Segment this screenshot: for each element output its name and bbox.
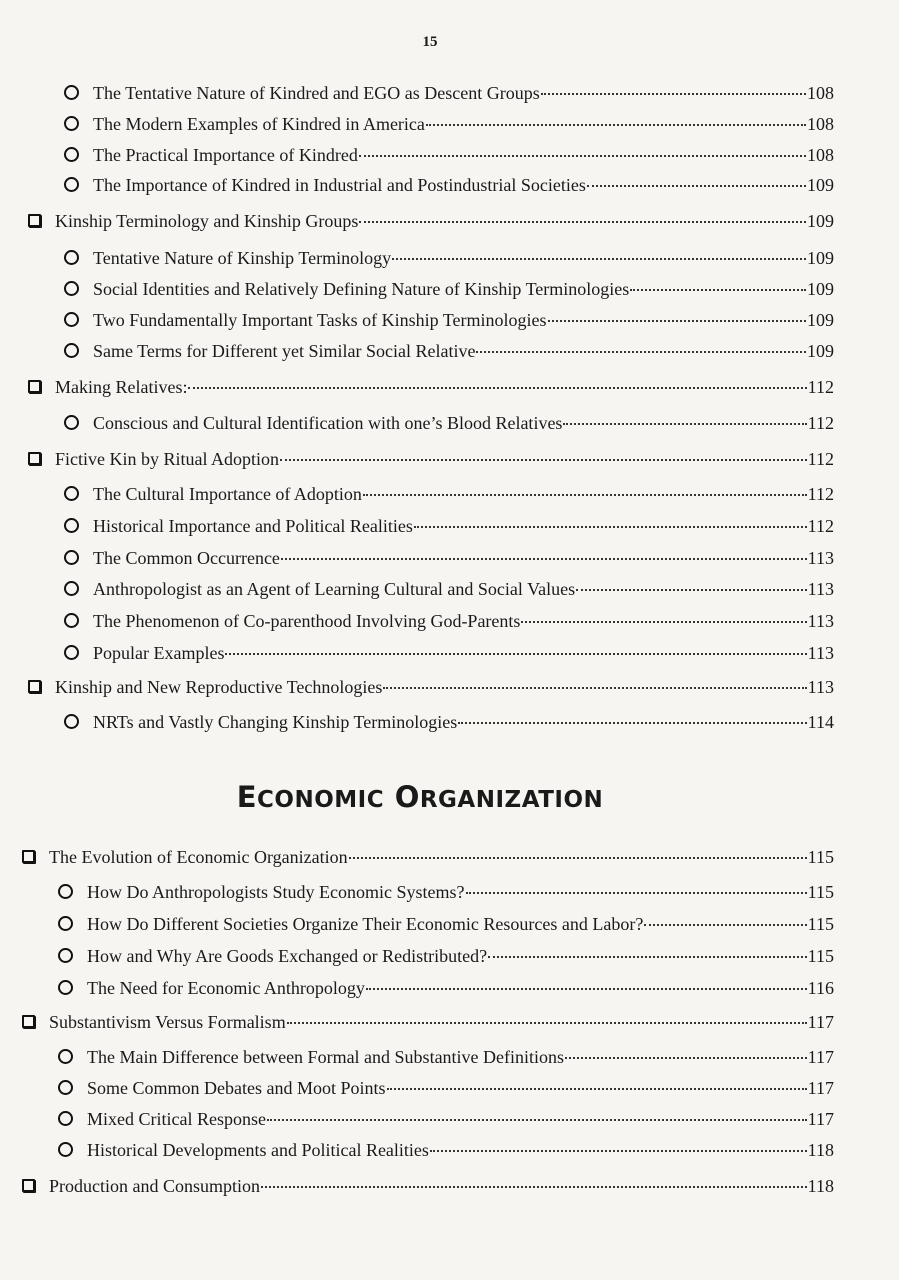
dot-leader <box>359 155 806 157</box>
dot-leader <box>359 221 806 223</box>
dot-leader <box>644 924 806 926</box>
toc-entry <box>64 547 834 569</box>
toc-entry-page: 109 <box>807 175 834 195</box>
square-bullet-icon <box>22 1179 35 1192</box>
toc-entry <box>58 945 834 967</box>
toc-entry-title: The Cultural Importance of Adoption <box>93 484 362 504</box>
square-bullet-icon <box>28 214 41 227</box>
toc-entry-page: 112 <box>807 449 834 469</box>
toc-entry-title: Making Relatives: <box>55 377 188 397</box>
toc-entry <box>64 174 834 196</box>
circle-bullet-icon <box>64 645 79 660</box>
toc-entry-page: 117 <box>807 1078 834 1098</box>
toc-entry-page: 108 <box>807 114 834 134</box>
toc-entry-page: 118 <box>807 1140 834 1160</box>
dot-leader <box>414 526 807 528</box>
dot-leader <box>267 1119 807 1121</box>
toc-entry-title: The Need for Economic Anthropology <box>87 978 365 998</box>
dot-leader <box>476 351 806 353</box>
toc-entry <box>64 578 834 600</box>
toc-entry-title: The Modern Examples of Kindred in America <box>93 114 425 134</box>
dot-leader <box>383 687 806 689</box>
toc-entry-title: Mixed Critical Response <box>87 1109 266 1129</box>
toc-entry-page: 109 <box>807 310 834 330</box>
toc-entry-title: NRTs and Vastly Changing Kinship Terminologies <box>93 712 458 732</box>
toc-entry <box>58 1139 834 1161</box>
toc-entry-page: 109 <box>807 248 834 268</box>
dot-leader <box>458 722 806 724</box>
toc-entry-title: Fictive Kin by Ritual Adoption <box>55 449 279 469</box>
circle-bullet-icon <box>58 1142 73 1157</box>
circle-bullet-icon <box>64 116 79 131</box>
toc-entry <box>64 247 834 269</box>
dot-leader <box>287 1022 807 1024</box>
toc-entry-page: 109 <box>807 211 834 231</box>
toc-entry <box>64 278 834 300</box>
toc-entry-title: How Do Anthropologists Study Economic Systems? <box>87 882 465 902</box>
toc-entry-page: 115 <box>807 946 834 966</box>
toc-entry <box>22 1175 834 1197</box>
dot-leader <box>521 621 806 623</box>
toc-entry-page: 113 <box>807 579 834 599</box>
toc-entry <box>64 515 834 537</box>
toc-entry-page: 116 <box>807 978 834 998</box>
toc-entry-title: The Main Difference between Formal and Substantive Definitions <box>87 1047 565 1067</box>
toc-entry-page: 118 <box>807 1176 834 1196</box>
toc-entry-title: Substantivism Versus Formalism <box>49 1012 286 1032</box>
toc-entry-title: The Phenomenon of Co-parenthood Involving God-Parents <box>93 611 521 631</box>
circle-bullet-icon <box>58 1080 73 1095</box>
toc-entry-page: 117 <box>807 1109 834 1129</box>
toc-entry-title: Historical Developments and Political Realities <box>87 1140 429 1160</box>
toc-entry-page: 112 <box>807 484 834 504</box>
toc-entry <box>22 1011 834 1033</box>
circle-bullet-icon <box>64 250 79 265</box>
toc-entry <box>58 1108 834 1130</box>
toc-entry-title: The Evolution of Economic Organization <box>49 847 348 867</box>
page-number: 15 <box>422 34 438 50</box>
toc-entry-page: 109 <box>807 341 834 361</box>
toc-entry-title: How Do Different Societies Organize Their Economic Resources and Labor? <box>87 914 644 934</box>
dot-leader <box>548 320 806 322</box>
dot-leader <box>488 956 807 958</box>
circle-bullet-icon <box>64 613 79 628</box>
circle-bullet-icon <box>64 281 79 296</box>
toc-entry <box>64 412 834 434</box>
circle-bullet-icon <box>58 884 73 899</box>
toc-entry <box>58 1046 834 1068</box>
toc-entry-page: 114 <box>807 712 834 732</box>
circle-bullet-icon <box>64 550 79 565</box>
toc-entry-title: Historical Importance and Political Realities <box>93 516 413 536</box>
toc-entry-title: The Practical Importance of Kindred <box>93 145 358 165</box>
dot-leader <box>225 653 806 655</box>
dot-leader <box>281 558 807 560</box>
circle-bullet-icon <box>58 948 73 963</box>
toc-entry-page: 117 <box>807 1047 834 1067</box>
toc-entry <box>58 881 834 903</box>
square-bullet-icon <box>22 1015 35 1028</box>
dot-leader <box>576 589 807 591</box>
dot-leader <box>630 289 806 291</box>
toc-entry-title: How and Why Are Goods Exchanged or Redistributed? <box>87 946 488 966</box>
circle-bullet-icon <box>58 916 73 931</box>
circle-bullet-icon <box>64 518 79 533</box>
dot-leader <box>188 387 806 389</box>
circle-bullet-icon <box>58 980 73 995</box>
toc-entry-title: The Importance of Kindred in Industrial and Postindustrial Societies <box>93 175 586 195</box>
square-bullet-icon <box>28 680 41 693</box>
dot-leader <box>565 1057 807 1059</box>
toc-entry-title: Anthropologist as an Agent of Learning Cultural and Social Values <box>93 579 576 599</box>
toc-entry <box>64 144 834 166</box>
toc-entry-title: Production and Consumption <box>49 1176 260 1196</box>
toc-entry-page: 115 <box>807 847 834 867</box>
toc-entry-title: Popular Examples <box>93 643 225 663</box>
dot-leader <box>280 459 807 461</box>
circle-bullet-icon <box>64 714 79 729</box>
square-bullet-icon <box>22 850 35 863</box>
section-heading <box>0 780 840 814</box>
toc-entry <box>58 1077 834 1099</box>
toc-entry-page: 115 <box>807 914 834 934</box>
toc-entry-title: The Common Occurrence <box>93 548 280 568</box>
toc-entry-page: 112 <box>807 516 834 536</box>
toc-entry-title: Same Terms for Different yet Similar Social Relative <box>93 341 476 361</box>
toc-entry-page: 108 <box>807 83 834 103</box>
toc-entry-title: Kinship and New Reproductive Technologies <box>55 677 383 697</box>
circle-bullet-icon <box>64 486 79 501</box>
dot-leader <box>392 258 806 260</box>
circle-bullet-icon <box>64 343 79 358</box>
toc-entry-title: Kinship Terminology and Kinship Groups <box>55 211 359 231</box>
toc-entry <box>64 340 834 362</box>
toc-entry <box>28 448 834 470</box>
toc-entry <box>28 210 834 232</box>
toc-entry-title: Some Common Debates and Moot Points <box>87 1078 386 1098</box>
section-heading-text: ECONOMIC ORGANIZATION <box>236 780 604 814</box>
toc-entry-page: 113 <box>807 611 834 631</box>
toc-entry-page: 108 <box>807 145 834 165</box>
circle-bullet-icon <box>64 581 79 596</box>
dot-leader <box>387 1088 807 1090</box>
dot-leader <box>366 988 807 990</box>
dot-leader <box>587 185 806 187</box>
toc-entry-page: 115 <box>807 882 834 902</box>
toc-entry-page: 112 <box>807 413 834 433</box>
toc-entry <box>64 610 834 632</box>
toc-entry <box>64 113 834 135</box>
dot-leader <box>349 857 807 859</box>
toc-entry <box>64 642 834 664</box>
dot-leader <box>541 93 806 95</box>
toc-entry-page: 109 <box>807 279 834 299</box>
toc-entry <box>64 711 834 733</box>
toc-entry-title: Tentative Nature of Kinship Terminology <box>93 248 392 268</box>
dot-leader <box>430 1150 807 1152</box>
circle-bullet-icon <box>64 415 79 430</box>
toc-entry <box>58 977 834 999</box>
square-bullet-icon <box>28 380 41 393</box>
toc-entry-page: 113 <box>807 677 834 697</box>
circle-bullet-icon <box>64 85 79 100</box>
toc-entry-page: 113 <box>807 643 834 663</box>
dot-leader <box>363 494 807 496</box>
circle-bullet-icon <box>58 1111 73 1126</box>
toc-entry <box>64 309 834 331</box>
dot-leader <box>426 124 806 126</box>
toc-entry <box>22 846 834 868</box>
toc-entry-page: 117 <box>807 1012 834 1032</box>
toc-entry <box>64 483 834 505</box>
toc-entry-page: 113 <box>807 548 834 568</box>
dot-leader <box>261 1186 807 1188</box>
circle-bullet-icon <box>64 147 79 162</box>
circle-bullet-icon <box>64 312 79 327</box>
toc-entry <box>28 376 834 398</box>
toc-entry <box>28 676 834 698</box>
toc-entry-title: The Tentative Nature of Kindred and EGO as Descent Groups <box>93 83 540 103</box>
dot-leader <box>563 423 806 425</box>
toc-entry <box>58 913 834 935</box>
circle-bullet-icon <box>58 1049 73 1064</box>
toc-entry <box>64 82 834 104</box>
toc-entry-title: Conscious and Cultural Identification with one’s Blood Relatives <box>93 413 563 433</box>
square-bullet-icon <box>28 452 41 465</box>
toc-entry-page: 112 <box>807 377 834 397</box>
toc-entry-title: Social Identities and Relatively Defining Nature of Kinship Terminologies <box>93 279 630 299</box>
toc-entry-title: Two Fundamentally Important Tasks of Kinship Terminologies <box>93 310 547 330</box>
circle-bullet-icon <box>64 177 79 192</box>
dot-leader <box>466 892 807 894</box>
